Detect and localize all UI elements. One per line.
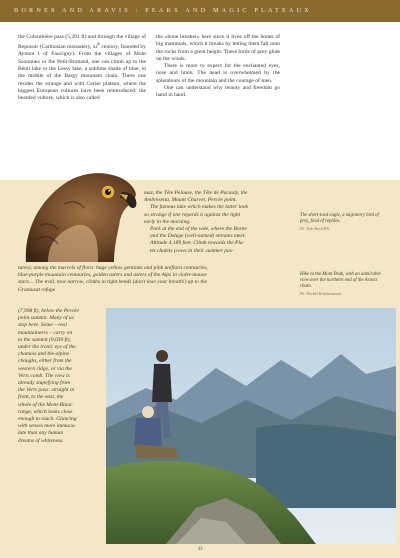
text-column-left: [18, 34, 146, 103]
paragraph: One can understand why beauty and freedom go hand in hand.: [156, 85, 280, 99]
eagle-photo: [18, 162, 142, 262]
text-column-right: [156, 34, 280, 100]
page-number: 43: [197, 547, 203, 552]
paragraph: There is more to expect for the enchanted eyes, nose and brain. The head is overwhelmed by the splendours of the mountain and the courage of men.: [156, 63, 280, 84]
running-title: BORNES AND ARAVIS : PEAKS AND MAGIC PLATEAUX: [14, 7, 312, 14]
photo-caption: Hike to the Mont Peak, with an admirable view over the northern end of the Aravis chain. Ph. Michel Brimbermonk: [300, 272, 386, 297]
paragraph: the «bone breaker» here since it lives off the bones of big mammals, which it breaks by letting them fall onto the rocks from a great height. These birds of prey glide on the winds.: [156, 34, 280, 62]
feature-text-block: (7,998 ft), below the Percée point summit. Many of us stop here. Some – real mountaineers – carry on to the summit (9,030 ft), under the ironic eye of the chamois and the alpine choughs, either from the western ridge, or via the Verts comb. The view is already stupefying from the Verts pass: straight in front, to the east, the whole of the Mont-Blanc range, which looks close enough to touch. Glancing with senses more immacu- late than any human dreams of whiteness.: [18, 308, 79, 444]
paragraph: the Colombière pass (5,291 ft) and through the village of Reposoir (Carthusian monastery, $xi^{th}$ century, founded by Aymon I of Faucigny). From the villages of Mont Saxonnex or the Petit-Bornand, one can climb up to the Bénit lake or the Lessy lake, a sublime shade of blue, in the middle of the Bargy mountain chain. There one resides the strange and wild Cerise plateau, where the biggest European vultures have been reintroduced: the bearded vulture, which is also called: [18, 34, 146, 102]
eagle-caption: The short-toed eagle, a migratory bird of prey, fond of reptiles. Ph. Tom Bach/BN: [300, 213, 386, 232]
running-header: [0, 0, 400, 22]
photo-credit: Ph. Michel Brimbermonk: [300, 292, 342, 296]
photo-credit: Ph. Tom Bach/BN: [300, 227, 330, 231]
feature-text-block: maz, the Tête Pelouse, the Tête de Pacaaly, the Ambresetta, Mount Charvet, Percée point. The famous lake which makes the latter look so strange if one regards it against the light early in the morning. Park at the end of the vale, where the Borne and the Deluge (well-named) streams meet. Altitude 4,189 feet. Climb towards the Pla- tet chalets (cows in their summer pas-: [144, 190, 248, 254]
mountain-hikers-photo: [106, 308, 396, 544]
feature-text-block: tures), among the marvels of flora: huge yellow gentians and pink uniflora centauries, blue-purple mountain centauries, golden asters and asters of the Alps in violet-mauve stars… The trail, now narrow, climbs in tight bends (don't lose your breath!) up to the Gramusat refuge: [18, 265, 208, 293]
